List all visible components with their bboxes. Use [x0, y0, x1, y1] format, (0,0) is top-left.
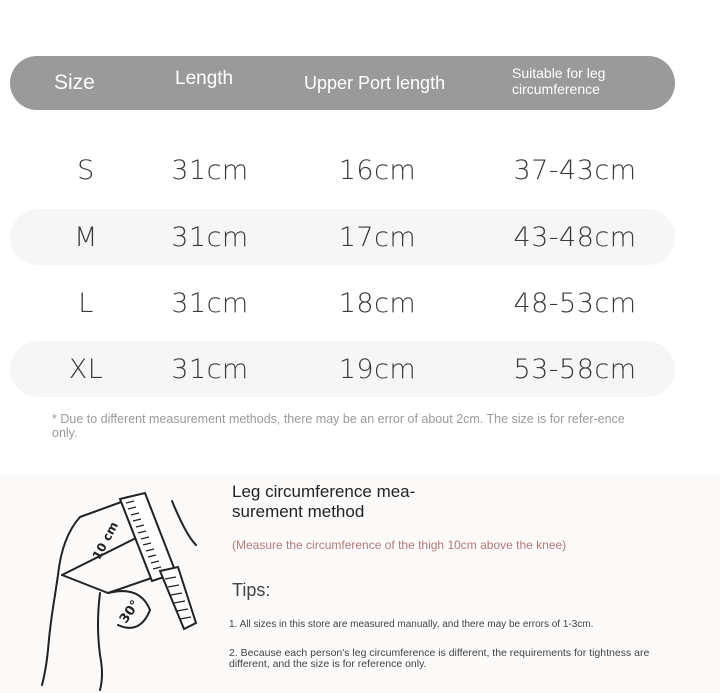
- tips-title: Tips:: [232, 580, 271, 600]
- method-title: Leg circumference mea-surement method: [232, 482, 416, 521]
- knee-line: [62, 575, 108, 593]
- cell-upper: 17cm: [338, 221, 417, 253]
- table-row: [10, 142, 675, 198]
- cell-circumference: 48-53cm: [513, 287, 637, 319]
- cell-length: 31cm: [171, 287, 249, 319]
- table-row: [10, 341, 675, 397]
- calf-front-outline: [42, 595, 55, 685]
- size-note: * Due to different measurement methods, there may be an error of about 2cm. The size is for refer-ence only.: [52, 412, 625, 440]
- size-table-header: [10, 56, 675, 110]
- header-size: Size: [54, 71, 95, 94]
- calf-back-outline: [98, 593, 102, 690]
- table-row: [10, 275, 675, 331]
- cell-size: XL: [68, 353, 104, 385]
- cell-size: M: [74, 221, 98, 253]
- cell-upper: 18cm: [338, 287, 417, 319]
- header-upper-port-length: Upper Port length: [304, 72, 446, 93]
- cell-size: S: [77, 154, 95, 186]
- tip-item: 2. Because each person's leg circumference is different, the requirements for tightness are different, and the size is for reference only.: [229, 647, 650, 670]
- cell-size: L: [78, 287, 94, 319]
- header-suitable-circumference: Suitable for leg circumference: [512, 65, 606, 97]
- header-length: Length: [175, 68, 234, 89]
- leg-measurement-diagram: [0, 475, 220, 693]
- cell-circumference: 53-58cm: [513, 353, 637, 385]
- method-subtitle: (Measure the circumference of the thigh 10cm above the knee): [232, 538, 567, 552]
- table-row: [10, 209, 675, 265]
- angle-label: 30°: [116, 597, 144, 627]
- cell-upper: 19cm: [338, 353, 417, 385]
- cell-circumference: 43-48cm: [513, 221, 637, 253]
- cell-length: 31cm: [171, 154, 249, 186]
- cell-upper: 16cm: [338, 154, 417, 186]
- tip-item: 1. All sizes in this store are measured manually, and there may be errors of 1-3cm.: [229, 619, 594, 630]
- distance-label: 10 cm: [89, 519, 122, 562]
- thigh-back-outline: [172, 501, 196, 545]
- cell-length: 31cm: [171, 353, 249, 385]
- thigh-outline: [55, 501, 124, 595]
- cell-length: 31cm: [171, 221, 249, 253]
- cell-circumference: 37-43cm: [513, 154, 637, 186]
